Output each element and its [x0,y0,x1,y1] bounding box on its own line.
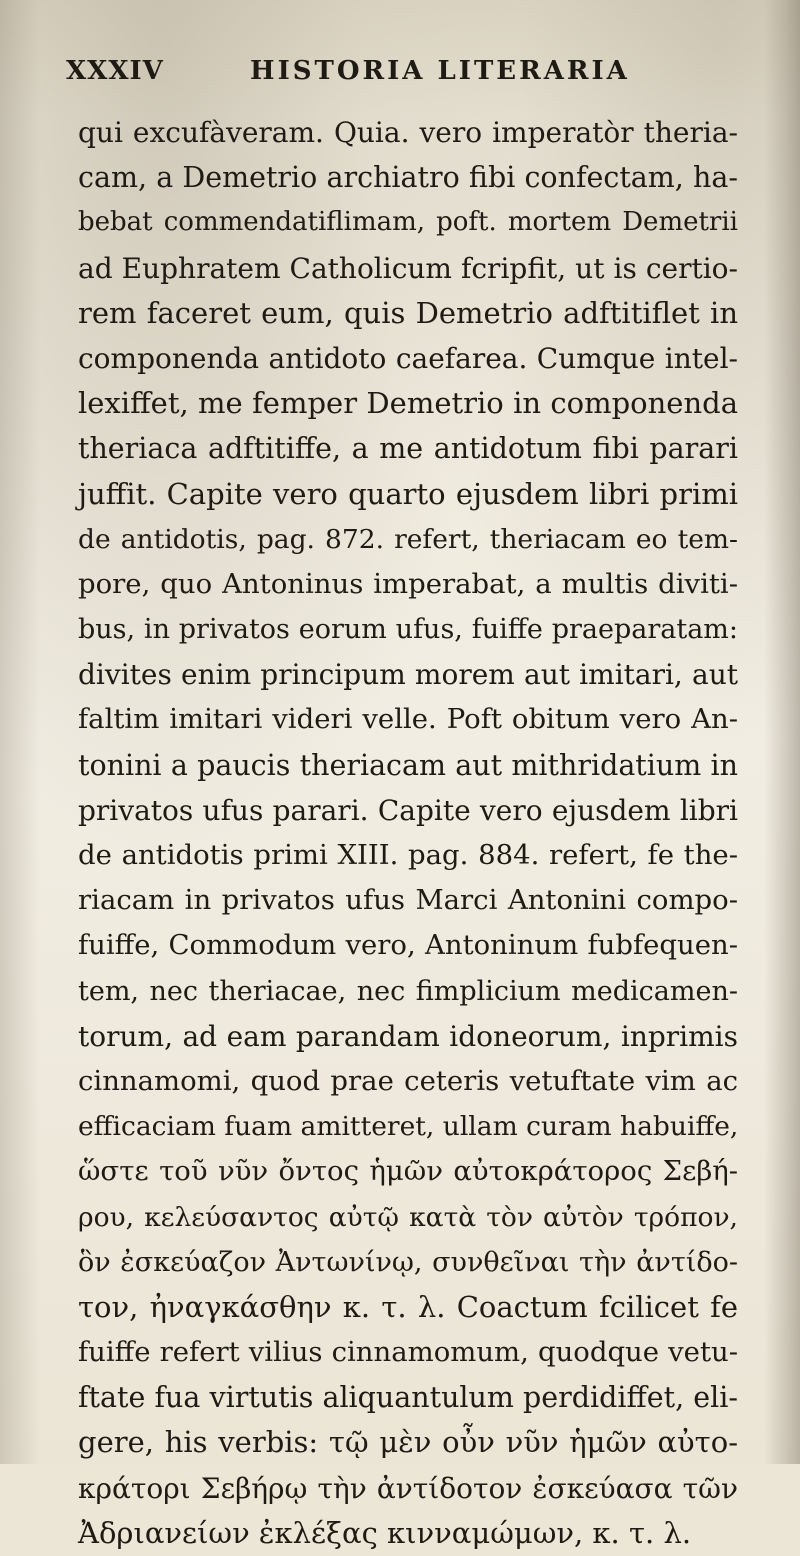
text-line: bebat commendatiflimam, poft. mortem Demetrii [78,207,738,238]
text-line: cinnamomi, quod prae ceteris vetuftate vim ac [78,1064,738,1097]
text-line: ad Euphratem Catholicum fcripfit, ut is certio- [78,251,738,285]
text-line: theriaca adftitiffe, a me antidotum fibi parari [78,432,738,466]
text-line: componenda antidoto caefarea. Cumque intel- [78,341,738,375]
text-line: gere, his verbis: τῷ μὲν οὖν νῦν ἡμῶν αὐτο- [78,1425,738,1460]
page-number: XXXIV [66,56,164,86]
text-line: lexiffet, me femper Demetrio in componenda [78,386,738,421]
text-line: torum, ad eam parandam idoneorum, inprimis [78,1019,738,1053]
text-line: ρου, κελεύσαντος αὐτῷ κατὰ τὸν αὐτὸν τρόπον, [78,1201,738,1233]
text-line: ὃν ἐσκεύαζον Ἀντωνίνῳ, συνθεῖναι τὴν ἀντίδο- [78,1246,738,1278]
text-line: faltim imitari videri velle. Poft obitum vero An- [78,703,738,736]
running-header [60,56,760,92]
text-line: divites enim principum morem aut imitari, aut [78,658,738,692]
text-line: fuiffe refert vilius cinnamomum, quodque vetu- [78,1336,738,1369]
text-line: privatos ufus parari. Capite vero ejusdem libri [78,793,738,827]
page-shadow-left [0,0,40,1464]
body-text [78,110,738,1556]
text-line: κράτορι Σεβήρῳ τὴν ἀντίδοτον ἐσκεύασα τῶν [78,1471,738,1505]
text-line: cam, a Demetrio archiatro fibi confectam, ha- [78,161,738,195]
text-line: pore, quo Antoninus imperabat, a multis diviti- [78,567,738,600]
text-line: de antidotis primi XIII. pag. 884. refert, fe the- [78,839,738,871]
text-line: τον, ἠναγκάσθην κ. τ. λ. Coactum fcilicet fe [78,1289,738,1324]
text-line: efficaciam fuam amitteret, ullam curam habuiffe, [78,1111,739,1143]
running-title: HISTORIA LITERARIA [250,56,630,86]
text-line: qui excufàveram. Quia. vero imperatòr theria- [78,116,738,149]
text-line: tonini a paucis theriacam aut mithridatium in [78,748,738,782]
text-line: ftate fua virtutis aliquantulum perdidiffet, eli- [78,1381,738,1415]
page-shadow-right [764,0,800,1464]
text-line: de antidotis, pag. 872. refert, theriacam eo tem- [78,523,738,555]
text-line: juffit. Capite vero quarto ejusdem libri primi [78,476,738,511]
text-line: riacam in privatos ufus Marci Antonini compo- [78,884,738,917]
text-line: rem faceret eum, quis Demetrio adftitiflet in [78,295,738,330]
text-line: ὥστε τοῦ νῦν ὄντος ἡμῶν αὐτοκράτορος Σεβή- [78,1155,738,1188]
text-line: tem, nec theriacae, nec fimplicium medicamen- [78,975,738,1007]
text-line: bus, in privatos eorum ufus, fuiffe praeparatam: [78,614,738,646]
text-line: Ἀδριανείων ἐκλέξας κινναμώμων, κ. τ. λ. [78,1515,692,1550]
text-line: fuiffe, Commodum vero, Antoninum fubfequen- [78,929,738,962]
